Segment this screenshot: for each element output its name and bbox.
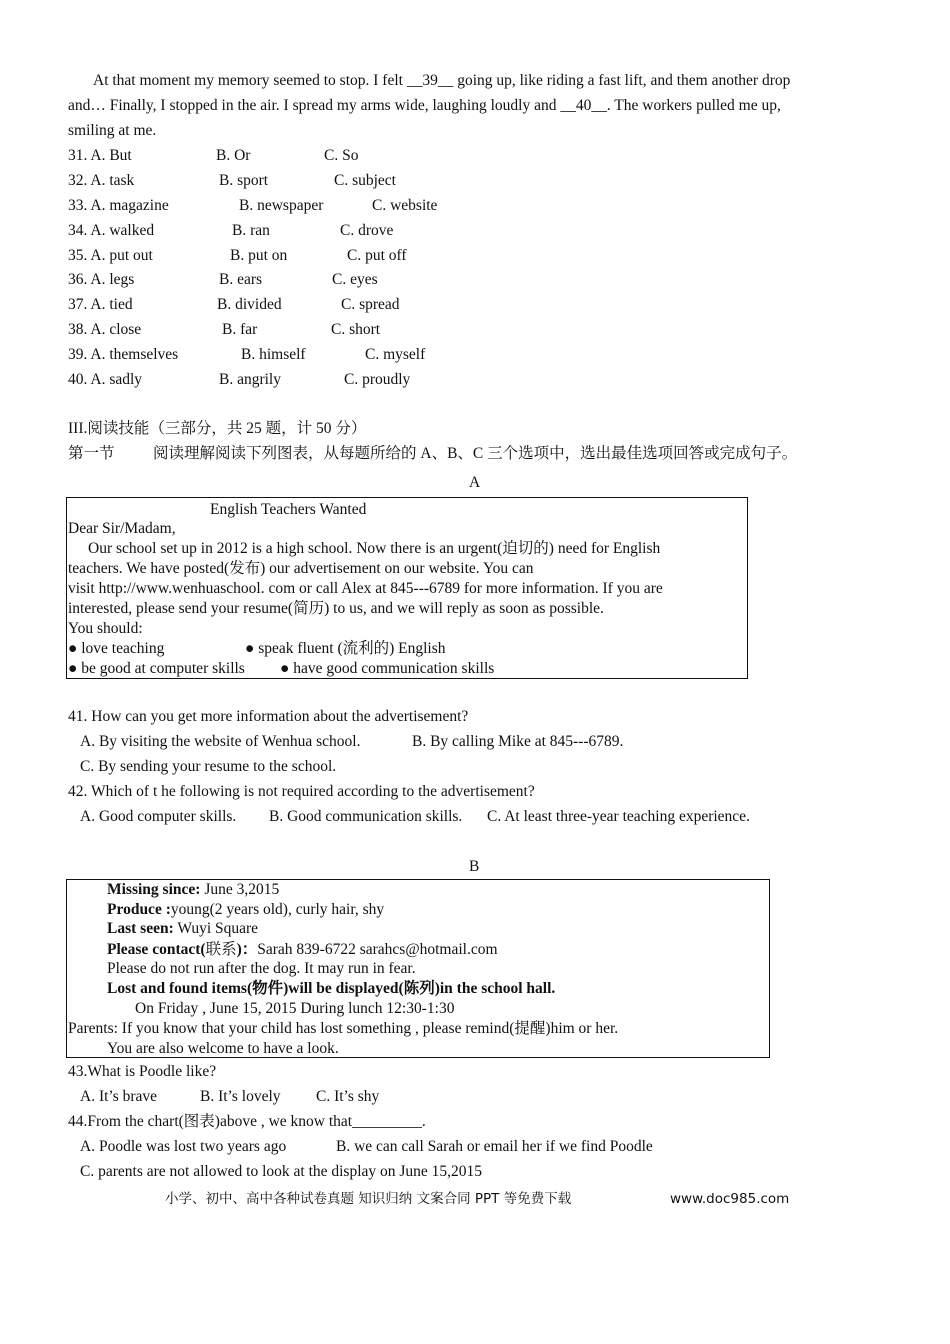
contact-line — [107, 942, 498, 958]
section-heading: III.阅读技能（三部分，共 25 题，计 50 分） — [68, 420, 367, 437]
last-seen — [107, 921, 258, 937]
advertisement-title: English Teachers Wanted — [210, 501, 367, 518]
question-stem: 44.From the chart(图表)above , we know that_________. — [68, 1113, 426, 1130]
bullet-item: ● love teaching — [68, 640, 165, 657]
answer-option: A. Good computer skills. — [80, 808, 237, 825]
answer-option: A. It’s brave — [80, 1088, 158, 1105]
option-b: B. newspaper — [239, 197, 324, 214]
option-b: B. far — [222, 321, 258, 338]
option-a: 36. A. legs — [68, 271, 135, 288]
passage-line: and… Finally, I stopped in the air. I spread my arms wide, laughing loudly and __40__. The workers pulled me up, — [68, 97, 781, 114]
option-a: 31. A. But — [68, 147, 132, 164]
field-label-close: )： — [236, 941, 258, 958]
bullet-text: love teaching — [81, 640, 165, 657]
option-b: B. ears — [219, 271, 263, 288]
field-value: Wuyi Square — [173, 920, 259, 937]
field-value: Sarah 839-6722 sarahcs@hotmail.com — [257, 941, 498, 958]
answer-option: A. Poodle was lost two years ago — [80, 1138, 287, 1155]
answer-option: B. Good communication skills. — [269, 808, 463, 825]
option-a: 33. A. magazine — [68, 197, 169, 214]
passage-line: At that moment my memory seemed to stop. I felt __39__ going up, like riding a fast lift, and them another drop — [93, 72, 791, 89]
field-value: June 3,2015 — [200, 881, 280, 898]
section-subtitle: 第一节 — [68, 445, 115, 462]
answer-option: C. At least three-year teaching experience. — [487, 808, 750, 825]
passage-b-label: B — [469, 858, 480, 875]
answer-option: A. By visiting the website of Wenhua school. — [80, 733, 361, 750]
welcome-line: You are also welcome to have a look. — [107, 1040, 339, 1057]
ad-body-line: teachers. We have posted(发布) our advertisement on our website. You can — [68, 560, 534, 577]
bullet-item: ● speak fluent (流利的) English — [245, 640, 446, 657]
parents-line: Parents: If you know that your child has lost something , please remind(提醒)him or her. — [68, 1020, 619, 1037]
answer-option: C. It’s shy — [316, 1088, 380, 1105]
option-a: 37. A. tied — [68, 296, 133, 313]
field-label-cn: 联系 — [205, 941, 237, 958]
footer-site: www.doc985.com — [670, 1191, 790, 1207]
warning-line: Please do not run after the dog. It may run in fear. — [107, 960, 416, 977]
bullet-item: ● be good at computer skills — [68, 660, 245, 677]
option-b: B. Or — [216, 147, 251, 164]
question-stem: 43.What is Poodle like? — [68, 1063, 217, 1080]
option-c: C. myself — [365, 346, 426, 363]
question-stem: 41. How can you get more information about the advertisement? — [68, 708, 469, 725]
option-c: C. So — [324, 147, 359, 164]
ad-body-line: visit http://www.wenhuaschool. com or call Alex at 845---6789 for more information. If you are — [68, 580, 663, 597]
option-a: 38. A. close — [68, 321, 142, 338]
option-a: 32. A. task — [68, 172, 135, 189]
ad-body-line: You should: — [68, 620, 143, 637]
salutation: Dear Sir/Madam, — [68, 520, 176, 537]
lost-found-line: Lost and found items(物件)will be displayed(陈列)in the school hall. — [107, 980, 556, 997]
option-a: 39. A. themselves — [68, 346, 179, 363]
field-label: Missing since: — [107, 881, 201, 898]
answer-option: B. we can call Sarah or email her if we find Poodle — [336, 1138, 653, 1155]
option-b: B. sport — [219, 172, 269, 189]
option-b: B. divided — [217, 296, 282, 313]
ad-body-line: interested, please send your resume(简历) to us, and we will reply as soon as possible. — [68, 600, 604, 617]
bullet-text: be good at computer skills — [81, 660, 245, 677]
option-b: B. himself — [241, 346, 306, 363]
option-c: C. proudly — [344, 371, 411, 388]
option-c: C. short — [331, 321, 381, 338]
option-c: C. website — [372, 197, 438, 214]
option-b: B. angrily — [219, 371, 281, 388]
bullet-text: have good communication skills — [293, 660, 495, 677]
answer-option: C. By sending your resume to the school. — [80, 758, 337, 775]
question-stem: 42. Which of t he following is not required according to the advertisement? — [68, 783, 535, 800]
option-c: C. subject — [334, 172, 396, 189]
option-a: 40. A. sadly — [68, 371, 143, 388]
missing-since — [107, 882, 279, 898]
section-instruction: 阅读理解阅读下列图表，从每题所给的 A、B、C 三个选项中，选出最佳选项回答或完成句子。 — [153, 445, 798, 462]
bullet-item: ● have good communication skills — [280, 660, 495, 677]
option-b: B. put on — [230, 247, 288, 264]
ad-body-line: Our school set up in 2012 is a high school. Now there is an urgent(迫切的) need for English — [88, 540, 661, 557]
option-b: B. ran — [232, 222, 270, 239]
option-c: C. spread — [341, 296, 400, 313]
field-label: Produce : — [107, 901, 171, 918]
answer-option: B. By calling Mike at 845---6789. — [412, 733, 624, 750]
display-time: On Friday , June 15, 2015 During lunch 12:30-1:30 — [135, 1000, 455, 1017]
answer-option: B. It’s lovely — [200, 1088, 281, 1105]
option-c: C. eyes — [332, 271, 378, 288]
option-c: C. put off — [347, 247, 407, 264]
option-a: 35. A. put out — [68, 247, 153, 264]
produce-line — [107, 902, 384, 918]
footer-text: 小学、初中、高中各种试卷真题 知识归纳 文案合同 PPT 等免费下载 — [165, 1191, 572, 1207]
field-label: Last seen: — [107, 920, 174, 937]
field-value: young(2 years old), curly hair, shy — [170, 901, 385, 918]
option-a: 34. A. walked — [68, 222, 155, 239]
field-label: Please contact( — [107, 941, 206, 958]
bullet-text: speak fluent (流利的) English — [258, 640, 446, 657]
passage-a-label: A — [469, 474, 481, 491]
option-c: C. drove — [340, 222, 394, 239]
passage-line: smiling at me. — [68, 122, 157, 139]
answer-option: C. parents are not allowed to look at the display on June 15,2015 — [80, 1163, 483, 1180]
